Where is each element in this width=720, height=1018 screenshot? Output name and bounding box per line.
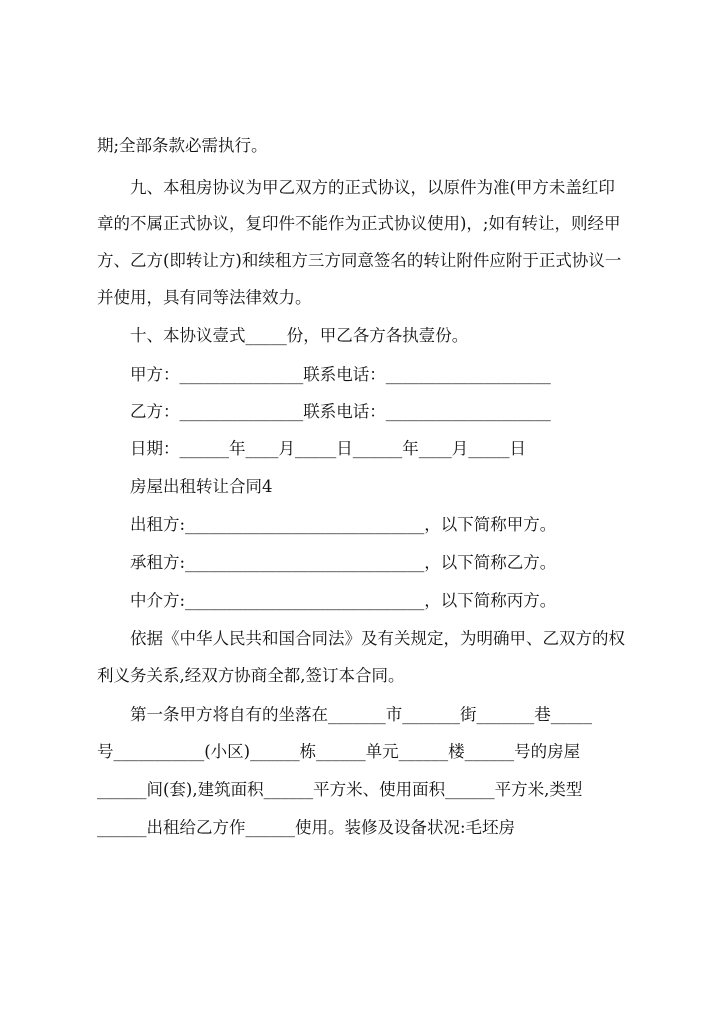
preamble-line-1: 依据《中华人民共和国合同法》及有关规定，为明确甲、乙双方的权	[130, 629, 625, 648]
article-1-line-4: ______出租给乙方作______使用。装修及设备状况:毛坯房	[97, 818, 516, 837]
lessor-line: 出租方:_____________________________，以下简称甲方。	[130, 515, 557, 534]
section-title: 房屋出租转让合同4	[130, 477, 273, 496]
lessee-line: 承租方:_____________________________，以下简称乙方。	[130, 553, 557, 572]
clause-9-line-2: 章的不属正式协议，复印件不能作为正式协议使用)，;如有转让，则经甲	[97, 214, 621, 233]
party-a-signature-line: 甲方：_______________联系电话：____________________	[130, 365, 551, 384]
text-line-term-end: 期;全部条款必需执行。	[97, 136, 268, 155]
article-1-line-1: 第一条甲方将自有的坐落在_______市_______街_______巷_____	[130, 705, 592, 724]
clause-10: 十、本协议壹式_____份，甲乙各方各执壹份。	[130, 326, 469, 345]
clause-9-line-3: 方、乙方(即转让方)和续租方三方同意签名的转让附件应附于正式协议一	[97, 251, 622, 270]
clause-9-line-4: 并使用，具有同等法律效力。	[97, 288, 312, 307]
agent-line: 中介方:_____________________________，以下简称丙方。	[130, 591, 557, 610]
article-1-line-3: ______间(套),建筑面积______平方米、使用面积______平方米,类型	[97, 780, 583, 799]
date-line: 日期：______年____月_____日______年____月_____日	[130, 439, 526, 458]
party-b-signature-line: 乙方：_______________联系电话：____________________	[130, 402, 551, 421]
preamble-line-2: 利义务关系,经双方协商全都,签订本合同。	[97, 666, 405, 685]
article-1-line-2: 号___________(小区)______栋______单元______楼______号的房屋	[97, 742, 581, 761]
clause-9-line-1: 九、本租房协议为甲乙双方的正式协议，以原件为准(甲方未盖红印	[130, 178, 615, 197]
